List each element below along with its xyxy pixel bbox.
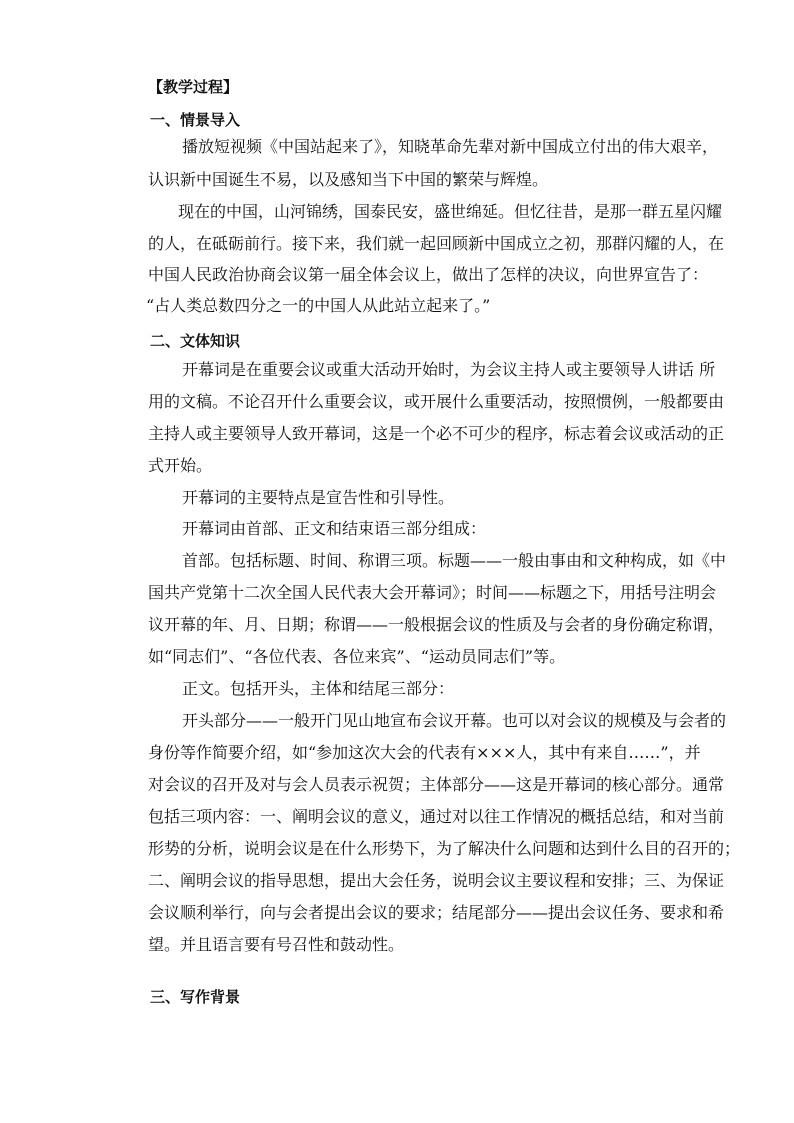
paragraph-line: 认识新中国诞生不易，以及感知当下中国的繁荣与辉煌。 bbox=[148, 170, 549, 189]
paragraph-line: 开头部分——一般开门见山地宣布会议开幕。也可以对会议的规模及与会者的 bbox=[182, 711, 727, 730]
paragraph-line: 首部。包括标题、时间、称谓三项。标题——一般由事由和文种构成，如《中 bbox=[182, 551, 727, 570]
paragraph-line: 播放短视频《中国站起来了》，知晓革命先辈对新中国成立付出的伟大艰辛， bbox=[182, 137, 719, 156]
paragraph-line: 正文。包括开头，主体和结尾三部分： bbox=[182, 679, 455, 698]
paragraph-line: 开幕词的主要特点是宣告性和引导性。 bbox=[182, 488, 455, 507]
paragraph-line: 主持人或主要领导人致开幕词，这是一个必不可少的程序，标志着会议或活动的正 bbox=[148, 424, 725, 443]
section-title-genre: 二、文体知识 bbox=[150, 332, 241, 350]
paragraph-line: 用的文稿。不论召开什么重要会议，或开展什么重要活动，按照惯例，一般都要由 bbox=[148, 392, 725, 411]
paragraph-line: 议开幕的年、月、日期；称谓——一般根据会议的性质及与会者的身份确定称谓， bbox=[148, 615, 725, 634]
paragraph-line: 中国人民政治协商会议第一届全体会议上，做出了怎样的决议，向世界宣告了： bbox=[148, 265, 709, 284]
section-title-intro: 一、情景导入 bbox=[150, 111, 241, 129]
section-title-background: 三、写作背景 bbox=[150, 988, 241, 1006]
paragraph-line: 身份等作简要介绍，如“参加这次大会的代表有×××人，其中有来自……”，并 bbox=[148, 743, 701, 762]
paragraph-line: 望。并且语言要有号召性和鼓动性。 bbox=[148, 935, 405, 954]
paragraph-line: 开幕词由首部、正文和结束语三部分组成： bbox=[182, 519, 487, 538]
paragraph-line: 包括三项内容：一、阐明会议的意义，通过对以往工作情况的概括总结，和对当前 bbox=[148, 807, 725, 826]
paragraph-line: 式开始。 bbox=[148, 456, 213, 475]
paragraph-line: 现在的中国，山河锦绣，国泰民安，盛世绵延。但忆往昔，是那一群五星闪耀 bbox=[178, 202, 723, 221]
paragraph-line: 的人，在砥砺前行。接下来，我们就一起回顾新中国成立之初，那群闪耀的人，在 bbox=[148, 234, 725, 253]
paragraph-line: 开幕词是在重要会议或重大活动开始时，为会议主持人或主要领导人讲话 所 bbox=[182, 360, 716, 379]
paragraph-line: 如“同志们”、“各位代表、各位来宾”、“运动员同志们”等。 bbox=[148, 647, 566, 666]
paragraph-line: 二、阐明会议的指导思想，提出大会任务，说明会议主要议程和安排；三、为保证 bbox=[148, 871, 725, 890]
paragraph-line: “占人类总数四分之一的中国人从此站立起来了。” bbox=[146, 296, 491, 315]
paragraph-line: 国共产党第十二次全国人民代表大会开幕词》；时间——标题之下，用括号注明会 bbox=[148, 583, 717, 602]
paragraph-line: 会议顺利举行，向与会者提出会议的要求；结尾部分——提出会议任务、要求和希 bbox=[148, 903, 725, 922]
paragraph-line: 形势的分析，说明会议是在什么形势下，为了解决什么问题和达到什么目的召开的； bbox=[148, 839, 741, 858]
section-header: 【教学过程】 bbox=[148, 78, 239, 96]
paragraph-line: 对会议的召开及对与会人员表示祝贺；主体部分——这是开幕词的核心部分。通常 bbox=[148, 775, 725, 794]
